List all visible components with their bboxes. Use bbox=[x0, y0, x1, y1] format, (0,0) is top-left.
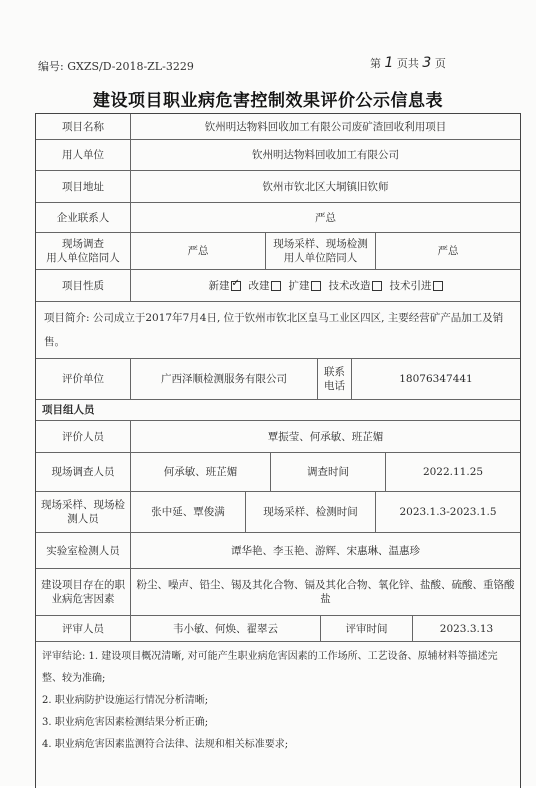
lab-staff-label: 实验室检测人员 bbox=[46, 544, 120, 557]
row-employer bbox=[36, 140, 520, 171]
page-indicator bbox=[370, 55, 446, 71]
row-hazards bbox=[36, 569, 520, 616]
project-name-value: 钦州明达物料回收加工有限公司废矿渣回收利用项目 bbox=[130, 114, 520, 139]
page-number: 1 bbox=[384, 55, 394, 71]
page-mid: 页共 bbox=[396, 57, 419, 70]
project-nature-label: 项目性质 bbox=[62, 279, 104, 292]
row-team-title bbox=[36, 400, 520, 421]
address-value: 钦州市钦北区大垌镇旧钦师 bbox=[130, 171, 520, 202]
nature-option-expand bbox=[289, 279, 321, 293]
nature-option-tech-upgrade-label: 技术改造 bbox=[328, 279, 371, 292]
row-reviewers bbox=[36, 616, 520, 642]
team-section-title: 项目组人员 bbox=[42, 404, 95, 416]
survey-escort-value: 严总 bbox=[130, 233, 265, 269]
eval-staff-value: 覃振莹、何承敏、班芷媚 bbox=[130, 421, 520, 452]
employer-label: 用人单位 bbox=[62, 149, 104, 161]
phone-label: 联系 电话 bbox=[317, 359, 351, 399]
review-conclusion bbox=[36, 642, 520, 788]
reviewers-label: 评审人员 bbox=[62, 622, 104, 635]
document-number: 编号: GXZS/D-2018-ZL-3229 bbox=[38, 60, 194, 73]
checked-checkbox-icon bbox=[231, 281, 241, 291]
contact-label: 企业联系人 bbox=[56, 211, 110, 224]
row-address bbox=[36, 171, 520, 203]
page-total: 3 bbox=[422, 55, 432, 71]
sampling-time-label: 现场采样、检测时间 bbox=[245, 492, 375, 532]
survey-time-label: 调查时间 bbox=[270, 453, 385, 491]
page-suffix: 页 bbox=[434, 57, 446, 70]
project-name-label: 项目名称 bbox=[62, 120, 104, 133]
row-project-nature bbox=[36, 270, 520, 302]
checkbox-icon bbox=[433, 281, 443, 291]
info-table bbox=[35, 113, 521, 788]
hazards-label: 建设项目存在的职业病危害因素 bbox=[41, 579, 125, 605]
survey-staff-value: 何承敏、班芷媚 bbox=[130, 453, 270, 491]
sampling-escort-value: 严总 bbox=[375, 233, 520, 269]
row-evaluator bbox=[36, 359, 520, 400]
review-time-label: 评审时间 bbox=[320, 616, 412, 641]
conclusion-line-1: 评审结论: 1. 建设项目概况清晰, 对可能产生职业病危害因素的工作场所、工艺设备、原辅材料等描述完整、较为准确; bbox=[42, 651, 498, 684]
project-nature-options bbox=[130, 270, 520, 301]
row-project-intro bbox=[36, 302, 520, 359]
lab-staff-value: 谭华艳、李玉艳、游辉、宋惠琳、温惠珍 bbox=[130, 533, 520, 568]
nature-option-tech-import-label: 技术引进 bbox=[389, 279, 432, 292]
row-contact bbox=[36, 203, 520, 233]
evaluator-label: 评价单位 bbox=[62, 373, 104, 385]
nature-option-new bbox=[209, 279, 241, 293]
evaluator-value: 广西泽顺检测服务有限公司 bbox=[130, 359, 317, 399]
row-sampling-staff bbox=[36, 492, 520, 533]
row-eval-staff bbox=[36, 421, 520, 453]
row-project-name bbox=[36, 114, 520, 140]
employer-value: 钦州明达物料回收加工有限公司 bbox=[130, 140, 520, 170]
row-survey-staff bbox=[36, 453, 520, 492]
conclusion-line-4: 4. 职业病危害因素监测符合法律、法规和相关标准要求; bbox=[42, 739, 289, 750]
row-lab-staff bbox=[36, 533, 520, 569]
phone-value: 18076347441 bbox=[351, 359, 520, 399]
conclusion-line-3: 3. 职业病危害因素检测结果分析正确; bbox=[42, 717, 209, 728]
conclusion-line-2: 2. 职业病防护设施运行情况分析清晰; bbox=[42, 695, 209, 706]
nature-option-tech-upgrade bbox=[329, 279, 382, 293]
survey-time-value: 2022.11.25 bbox=[385, 453, 520, 491]
checkbox-icon bbox=[271, 281, 281, 291]
review-time-value: 2023.3.13 bbox=[412, 616, 520, 641]
survey-escort-label: 现场调查 用人单位陪同人 bbox=[46, 238, 120, 264]
row-conclusion bbox=[36, 642, 520, 788]
sampling-escort-label: 现场采样、现场检测 用人单位陪同人 bbox=[265, 233, 375, 269]
hazards-value: 粉尘、噪声、铅尘、锡及其化合物、镉及其化合物、氧化锌、盐酸、硫酸、重铬酸盐 bbox=[130, 569, 520, 615]
address-label: 项目地址 bbox=[62, 180, 104, 193]
eval-staff-label: 评价人员 bbox=[62, 430, 104, 443]
project-intro-text: 项目简介: 公司成立于2017年7月4日, 位于钦州市钦北区皇马工业区四区, 主要经营矿产品加工及销售。 bbox=[44, 312, 504, 348]
sampling-time-value: 2023.1.3-2023.1.5 bbox=[375, 492, 520, 532]
nature-option-rebuild bbox=[249, 279, 281, 293]
sampling-staff-label: 现场采样、现场检测人员 bbox=[41, 499, 125, 525]
survey-staff-label: 现场调查人员 bbox=[51, 466, 115, 478]
row-survey-escort bbox=[36, 233, 520, 270]
sampling-staff-value: 张中延、覃俊满 bbox=[130, 492, 245, 532]
nature-option-rebuild-label: 改建 bbox=[248, 279, 270, 292]
checkbox-icon bbox=[372, 281, 382, 291]
nature-option-tech-import bbox=[390, 279, 443, 293]
nature-option-new-label: 新建 bbox=[208, 279, 230, 292]
nature-option-expand-label: 扩建 bbox=[288, 279, 310, 292]
reviewers-value: 韦小敏、何焕、翟翠云 bbox=[130, 616, 320, 641]
contact-value: 严总 bbox=[130, 203, 520, 232]
checkbox-icon bbox=[311, 281, 321, 291]
page-prefix: 第 bbox=[370, 57, 381, 70]
document-title: 建设项目职业病危害控制效果评价公示信息表 bbox=[93, 91, 443, 111]
